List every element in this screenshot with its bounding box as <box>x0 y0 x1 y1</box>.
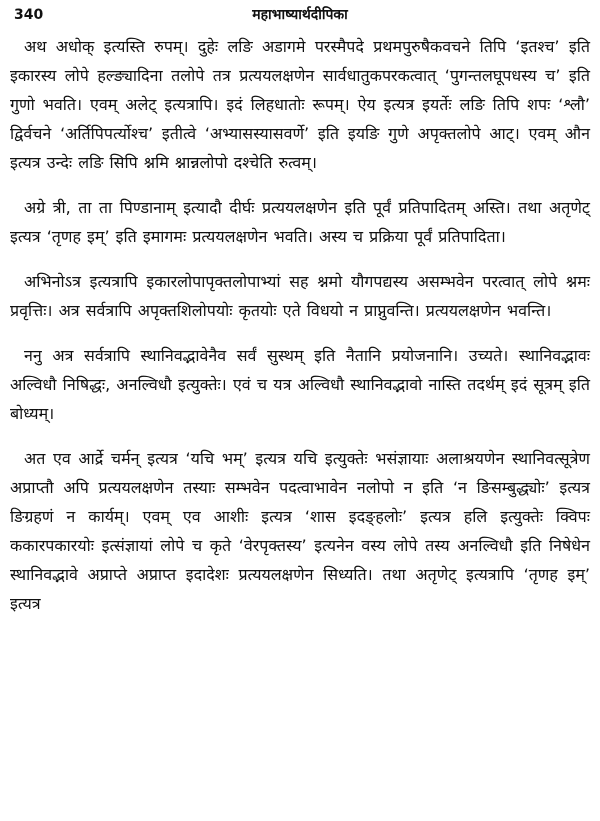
paragraph-3: अभिनोऽत्र इत्यत्रापि इकारलोपापृक्तलोपाभ्यां सह श्नमो यौगपद्यस्य असम्भवेन परत्वात् लोपे श्नमः प्रवृत्तिः। अत्र सर्वत्रापि अपृक्तशिलोपयोः कृतयोः एते विधयो न प्राप्नुवन्ति। प्रत्ययलक्षणेन भवन्ति। <box>10 272 590 320</box>
paragraph-5: अत एव आर्द्रे चर्मन् इत्यत्र ‘यचि भम्’ इत्यत्र यचि इत्युक्तेः भसंज्ञायाः अलाश्रयणेन स्थानिवत्सूत्रेण अप्राप्तौ अपि प्रत्ययलक्षणेन तस्याः सम्भवेन पदत्वाभावेन नलोपो न इति ‘न ङिसम्बुद्ध्योः’ इत्यत्र ङिग्रहणं न कार्यम्। एवम् एव आशीः इत्यत्र ‘शास इदङ्हलोः’ इत्यत्र हलि इत्युक्तेः क्विपः ककारपकारयोः इत्संज्ञायां लोपे च कृते ‘वेरपृक्तस्य’ इत्यनेन वस्य लोपे तस्य अनल्विधौ इति निषेधेन स्थानिवद्भावे अप्राप्ते अप्राप्त इदादेशः प्रत्ययलक्षणेन सिध्यति। तथा अतृणेट् इत्यत्रापि ‘तृणह इम्’ इत्यत्र <box>10 449 590 613</box>
running-header <box>10 4 590 26</box>
page-number: 340 <box>14 7 44 23</box>
running-title: महाभाष्यार्थदीपिका <box>252 7 348 23</box>
paragraph-2: अग्रे त्री, ता ता पिण्डानाम् इत्यादौ दीर्घः प्रत्ययलक्षणेन इति पूर्वं प्रतिपादितम् अस्ति। तथा अतृणेट् इत्यत्र ‘तृणह इम्’ इति इमागमः प्रत्ययलक्षणेन भवति। अस्य च प्रक्रिया पूर्वं प्रतिपादिता। <box>10 198 590 246</box>
paragraph-4: ननु अत्र सर्वत्रापि स्थानिवद्भावेनैव सर्वं सुस्थम् इति नैतानि प्रयोजनानि। उच्यते। स्थानिवद्भावः अल्विधौ निषिद्धः, अनल्विधौ इत्युक्तेः। एवं च यत्र अल्विधौ स्थानिवद्भावो नास्ति तदर्थम् इदं सूत्रम् इति बोध्यम्। <box>10 346 590 423</box>
paragraph-1: अथ अधोक् इत्यस्ति रुपम्। दुहेः लङि अडागमे परस्मैपदे प्रथमपुरुषैकवचने तिपि ‘इतश्च’ इति इकारस्य लोपे हल्ङ्यादिना तलोपे तत्र प्रत्ययलक्षणेन सार्वधातुकपरकत्वात् ‘पुगन्तलघूपधस्य च’ इति गुणो भवति। एवम् अलेट् इत्यत्रापि। इदं लिहधातोः रूपम्। ऐय इत्यत्र इयर्तेः लङि तिपि शपः ‘श्लौ’ द्विर्वचने ‘अर्तिपिपर्त्योश्च’ इतीत्वे ‘अभ्यासस्यासवर्णे’ इति इयङि गुणे अपृक्तलोपे आट्। एवम् औन इत्यत्र उन्देः लङि सिपि श्नमि श्नान्नलोपो दश्चेति रुत्वम्। <box>10 37 590 172</box>
